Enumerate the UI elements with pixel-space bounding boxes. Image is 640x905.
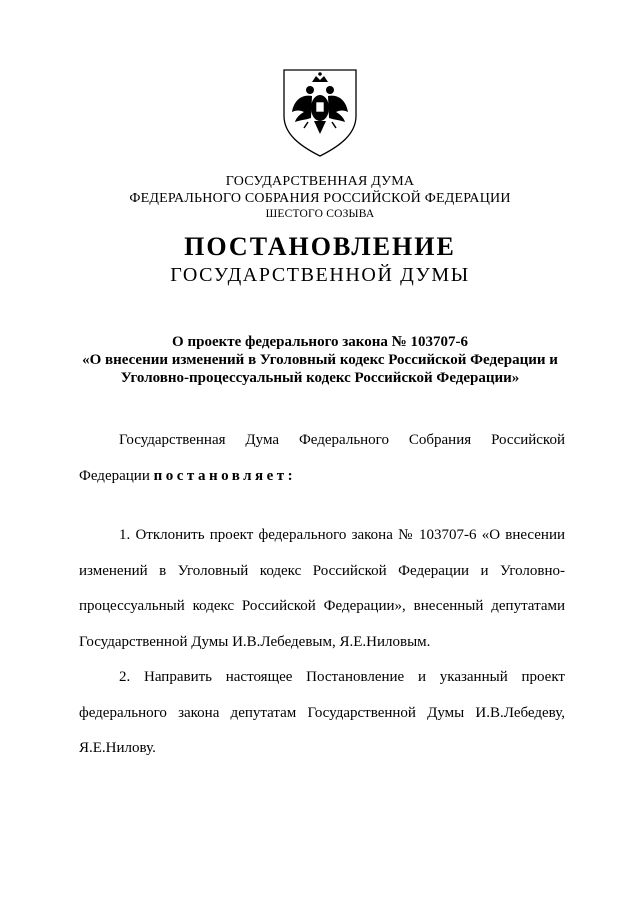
document-type-title: ПОСТАНОВЛЕНИЕ xyxy=(184,232,456,261)
organization-line-1: ГОСУДАРСТВЕННАЯ ДУМА xyxy=(225,174,415,189)
decree-word: постановляет: xyxy=(153,468,297,484)
item-1-line-4: Государственной Думы И.В.Лебедевым, Я.Е.Ниловым. xyxy=(79,634,431,650)
item-1-line-1: 1. Отклонить проект федерального закона № 103707-6 «О внесении xyxy=(119,527,565,543)
item-2-line-3: Я.Е.Нилову. xyxy=(79,740,156,756)
resolution-title-line-2: «О внесении изменений в Уголовный кодекс Российской Федерации и xyxy=(82,352,558,368)
resolution-title-line-3: Уголовно-процессуальный кодекс Российской Федерации» xyxy=(120,370,520,386)
russian-coat-of-arms-icon xyxy=(278,66,362,158)
item-2-line-1: 2. Направить настоящее Постановление и указанный проект xyxy=(119,669,565,685)
preamble-line-2 xyxy=(79,468,565,485)
resolution-title-line-1: О проекте федерального закона № 103707-6 xyxy=(172,334,468,350)
convocation-line: ШЕСТОГО СОЗЫВА xyxy=(265,208,375,220)
preamble-line-1: Государственная Дума Федерального Собрания Российской xyxy=(119,432,565,448)
document-issuer-subtitle: ГОСУДАРСТВЕННОЙ ДУМЫ xyxy=(170,264,470,286)
organization-line-2: ФЕДЕРАЛЬНОГО СОБРАНИЯ РОССИЙСКОЙ ФЕДЕРАЦИИ xyxy=(129,191,511,206)
item-2-line-2: федерального закона депутатам Государственной Думы И.В.Лебедеву, xyxy=(79,705,565,721)
item-1-line-3: процессуальный кодекс Российской Федерации», внесенный депутатами xyxy=(79,598,565,614)
item-1-line-2: изменений в Уголовный кодекс Российской Федерации и Уголовно- xyxy=(79,563,565,579)
preamble-text: Федерации xyxy=(79,468,150,484)
